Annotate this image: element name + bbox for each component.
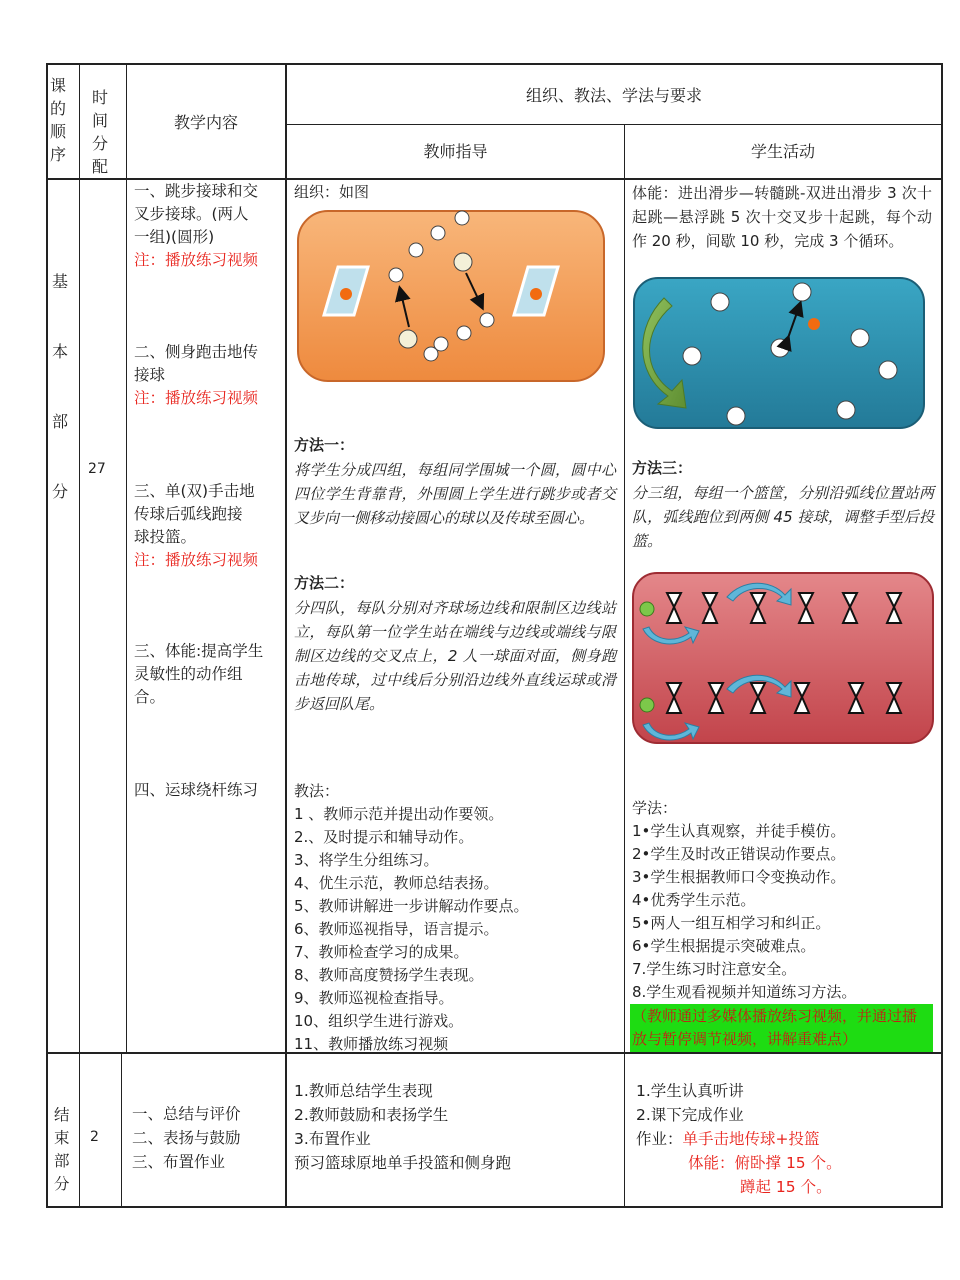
content-item-3: 三、单(双)手击地 传球后弧线跑接 球投篮。 注：播放练习视频 bbox=[134, 480, 282, 572]
col-divider-3 bbox=[285, 63, 287, 1208]
content-item-1: 一、跳步接球和交 叉步接球。(两人 一组)(圆形) 注：播放练习视频 bbox=[134, 180, 282, 272]
list-item: 8、教师高度赞扬学生表现。 bbox=[294, 966, 484, 984]
learn-method-list bbox=[632, 820, 856, 1004]
fitness-line: 体能：俯卧撑 15 个。 bbox=[688, 1154, 842, 1172]
method2-text: 分四队，每队分别对齐球场边线和限制区边线站立，每队第一位学生站在端线与边线或端线与限制区边线的交叉点上，2 人一球面对面，侧身跑击地传球，过中线后分别沿边线外直线运球或滑步返回队尾。 bbox=[294, 599, 616, 713]
col-divider-1 bbox=[79, 63, 80, 1208]
header-time: 时 间 分 配 bbox=[92, 88, 109, 176]
list-item: 2.课下完成作业 bbox=[636, 1106, 744, 1124]
list-item: 7.学生练习时注意安全。 bbox=[632, 960, 797, 978]
note-video-2: 注：播放练习视频 bbox=[134, 389, 259, 407]
ending-section-label: 结 束 部 分 bbox=[54, 1106, 70, 1193]
list-item: 5•两人一组互相学习和纠正。 bbox=[632, 914, 831, 932]
teach-method-label: 教法： bbox=[294, 782, 340, 800]
header-teacher: 教师指导 bbox=[423, 142, 488, 161]
table-top-border bbox=[46, 63, 943, 65]
list-item: 二、表扬与鼓励 bbox=[132, 1129, 241, 1147]
header-org: 组织、教法、学法与要求 bbox=[525, 85, 702, 105]
list-item: 10、组织学生进行游戏。 bbox=[294, 1012, 464, 1030]
method3-title: 方法三： bbox=[632, 459, 693, 477]
table-bottom-border bbox=[46, 1206, 943, 1208]
ending-teacher bbox=[294, 1079, 511, 1175]
col-divider-2 bbox=[126, 63, 127, 1053]
list-item: 8.学生观看视频并知道练习方法。 bbox=[632, 983, 857, 1001]
teach-method-list bbox=[294, 803, 529, 1056]
header-content: 教学内容 bbox=[173, 112, 238, 132]
col-divider-2b bbox=[121, 1053, 122, 1207]
list-item: 4•优秀学生示范。 bbox=[632, 891, 756, 909]
list-item: 3、将学生分组练习。 bbox=[294, 851, 439, 869]
method1-title: 方法一： bbox=[294, 436, 355, 454]
content-item-4: 三、体能:提高学生 灵敏性的动作组 合。 bbox=[134, 642, 264, 706]
list-item: 5、教师讲解进一步讲解动作要点。 bbox=[294, 897, 529, 915]
fitness-drill-diagram bbox=[632, 276, 928, 432]
content-item-2: 二、侧身跑击地传 接球 注：播放练习视频 bbox=[134, 341, 282, 410]
header-student: 学生活动 bbox=[750, 142, 815, 161]
ball bbox=[808, 318, 820, 330]
list-item: 3.布置作业 bbox=[294, 1130, 371, 1148]
note-video-1: 注：播放练习视频 bbox=[134, 251, 259, 269]
list-item: 2.、及时提示和辅导动作。 bbox=[294, 828, 474, 846]
list-item: 4、优生示范，教师总结表扬。 bbox=[294, 874, 499, 892]
basic-time: 27 bbox=[88, 461, 106, 477]
fitness-text: 体能：进出滑步—转髓跳-双进出滑步 3 次十起跳—悬浮跳 5 次十交叉步十起跳，每个动作 20 秒，间歇 10 秒，完成 3 个循环。 bbox=[632, 184, 932, 250]
list-item: 1 、教师示范并提出动作要领。 bbox=[294, 805, 504, 823]
homework-line: 作业：单手击地传球+投篮 bbox=[636, 1130, 820, 1148]
list-item: 9、教师巡视检查指导。 bbox=[294, 989, 454, 1007]
col-divider-4 bbox=[624, 124, 625, 1208]
list-item: 6、教师巡视指导，语言提示。 bbox=[294, 920, 499, 938]
basic-section-label: 基 本 部 分 bbox=[52, 272, 69, 501]
list-item: 一、总结与评价 bbox=[132, 1105, 241, 1123]
list-item: 三、布置作业 bbox=[132, 1153, 226, 1171]
learn-method-label: 学法： bbox=[632, 799, 678, 817]
method1-text: 将学生分成四组，每组同学围城一个圆，圆中心四位学生背靠背，外围圆上学生进行跳步或者交叉步向一侧移动接圆心的球以及传球至圆心。 bbox=[294, 461, 616, 527]
list-item: 1.教师总结学生表现 bbox=[294, 1082, 433, 1100]
video-highlight-note: （教师通过多媒体播放练习视频，并通过播放与暂停调节视频，讲解重难点） bbox=[630, 1004, 933, 1052]
list-item: 1•学生认真观察，并徒手模仿。 bbox=[632, 822, 846, 840]
org-label: 组织：如图 bbox=[294, 183, 370, 201]
list-item: 3•学生根据教师口令变换动作。 bbox=[632, 868, 846, 886]
list-item: 11、教师播放练习视频 bbox=[294, 1035, 449, 1053]
ending-content bbox=[132, 1102, 241, 1174]
dribble-cone-diagram bbox=[631, 571, 937, 747]
list-item: 2•学生及时改正错误动作要点。 bbox=[632, 845, 846, 863]
list-item: 1.学生认真听讲 bbox=[636, 1082, 744, 1100]
table-right-border bbox=[941, 63, 943, 1208]
method2-title: 方法二： bbox=[294, 574, 355, 592]
content-item-5: 四、运球绕杆练习 bbox=[134, 781, 259, 799]
squat-line: 蹲起 15 个。 bbox=[740, 1178, 832, 1196]
ending-student bbox=[636, 1079, 842, 1199]
list-item: 2.教师鼓励和表扬学生 bbox=[294, 1106, 449, 1124]
circle-drill-diagram bbox=[296, 209, 608, 385]
ending-time: 2 bbox=[90, 1129, 99, 1145]
note-video-3: 注：播放练习视频 bbox=[134, 551, 259, 569]
list-item: 预习篮球原地单手投篮和侧身跑 bbox=[294, 1154, 512, 1172]
header-order: 课 的 顺 序 bbox=[50, 76, 67, 164]
list-item: 6•学生根据提示突破难点。 bbox=[632, 937, 816, 955]
list-item: 7、教师检查学习的成果。 bbox=[294, 943, 469, 961]
method3-text: 分三组，每组一个篮筐，分别沿弧线位置站两队，弧线跑位到两侧 45 接球，调整手型后投篮。 bbox=[632, 484, 934, 550]
table-left-border bbox=[46, 63, 48, 1208]
